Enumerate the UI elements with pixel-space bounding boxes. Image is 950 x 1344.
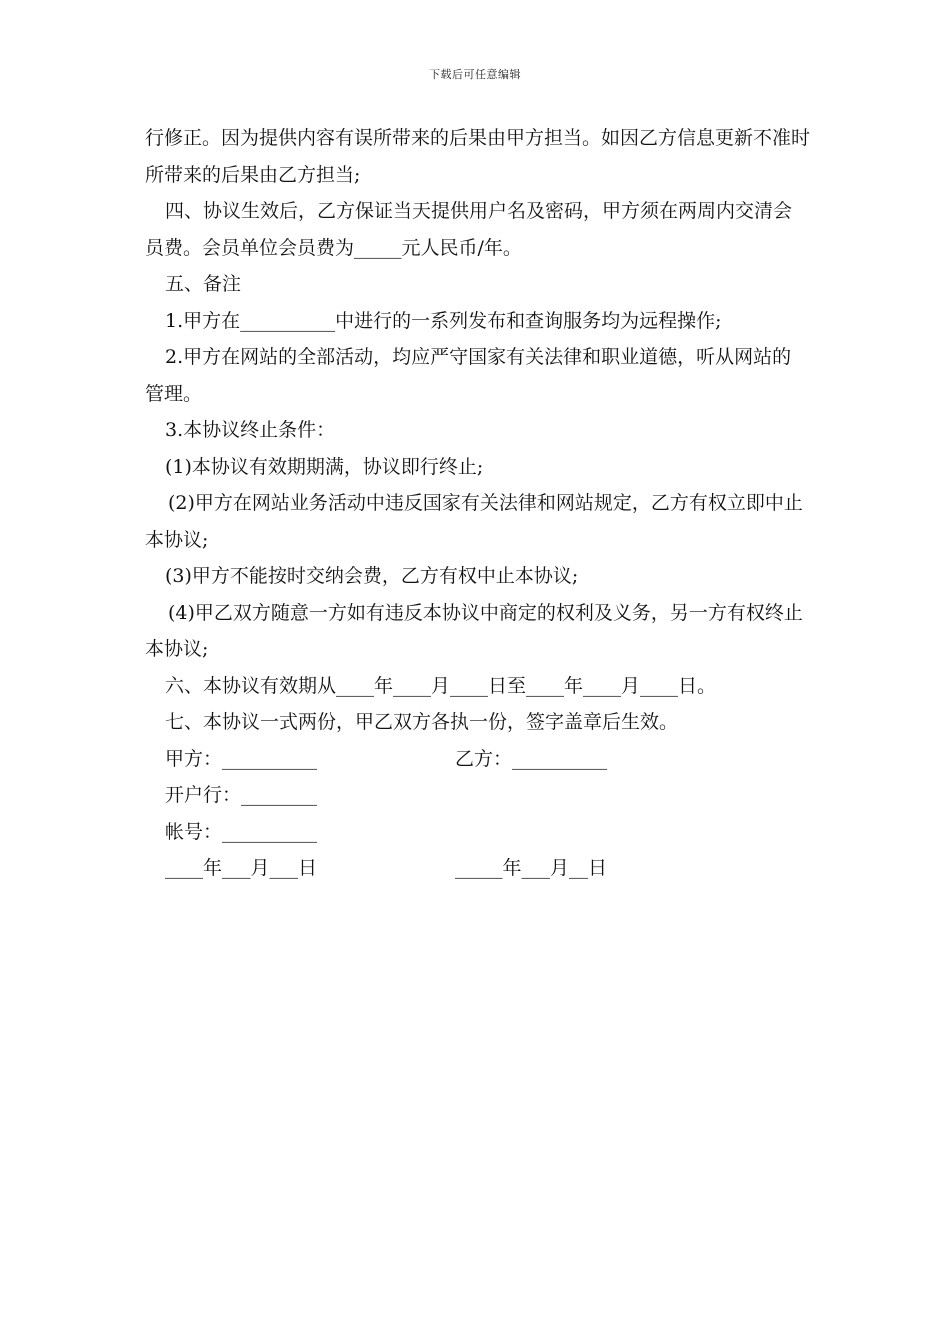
- paragraph-term-3: (3)甲方不能按时交纳会费，乙方有权中止本协议;: [165, 565, 579, 587]
- party-b-date: _____年___月__日: [455, 857, 608, 879]
- paragraph-clause-7: 七、本协议一式两份，甲乙双方各执一份，签字盖章后生效。: [165, 711, 679, 733]
- document-body: [145, 120, 810, 887]
- signature-row-account: [145, 814, 810, 851]
- signature-row-dates: [145, 850, 810, 887]
- page-header: 下载后可任意编辑: [429, 68, 521, 81]
- paragraph-clause-5-title: 五、备注: [165, 273, 242, 295]
- paragraph-term-4: (4)甲乙双方随意一方如有违反本协议中商定的权利及义务，另一方有权终止本协议;: [145, 601, 803, 660]
- paragraph-note-2: 2.甲方在网站的全部活动，均应严守国家有关法律和职业道德，听从网站的管理。: [145, 346, 792, 405]
- party-a-signature: 甲方：__________: [165, 747, 318, 770]
- paragraph-note-1: 1.甲方在__________中进行的一系列发布和查询服务均为远程操作;: [165, 309, 722, 332]
- paragraph-clause-4: 四、协议生效后，乙方保证当天提供用户名及密码，甲方须在两周内交清会员费。会员单位会员费为_____元人民币/年。: [145, 200, 793, 259]
- signature-row-bank: [145, 777, 810, 814]
- paragraph-term-1: (1)本协议有效期期满，协议即行终止;: [165, 455, 484, 478]
- paragraph-note-3: 3.本协议终止条件：: [165, 419, 336, 441]
- paragraph-term-2: (2)甲方在网站业务活动中违反国家有关法律和网站规定，乙方有权立即中止本协议;: [145, 492, 803, 551]
- party-b-signature: 乙方：__________: [455, 747, 608, 770]
- paragraph-clause-6: 六、本协议有效期从____年____月____日至____年____月____日。: [165, 674, 717, 697]
- bank-field: 开户行：________: [165, 784, 318, 806]
- account-field: 帐号：__________: [165, 820, 318, 843]
- party-a-date: ____年___月___日: [165, 857, 318, 879]
- paragraph-continuation: 行修正。因为提供内容有误所带来的后果由甲方担当。如因乙方信息更新不准时所带来的后果由乙方担当;: [145, 127, 811, 186]
- signature-row-parties: [145, 741, 810, 778]
